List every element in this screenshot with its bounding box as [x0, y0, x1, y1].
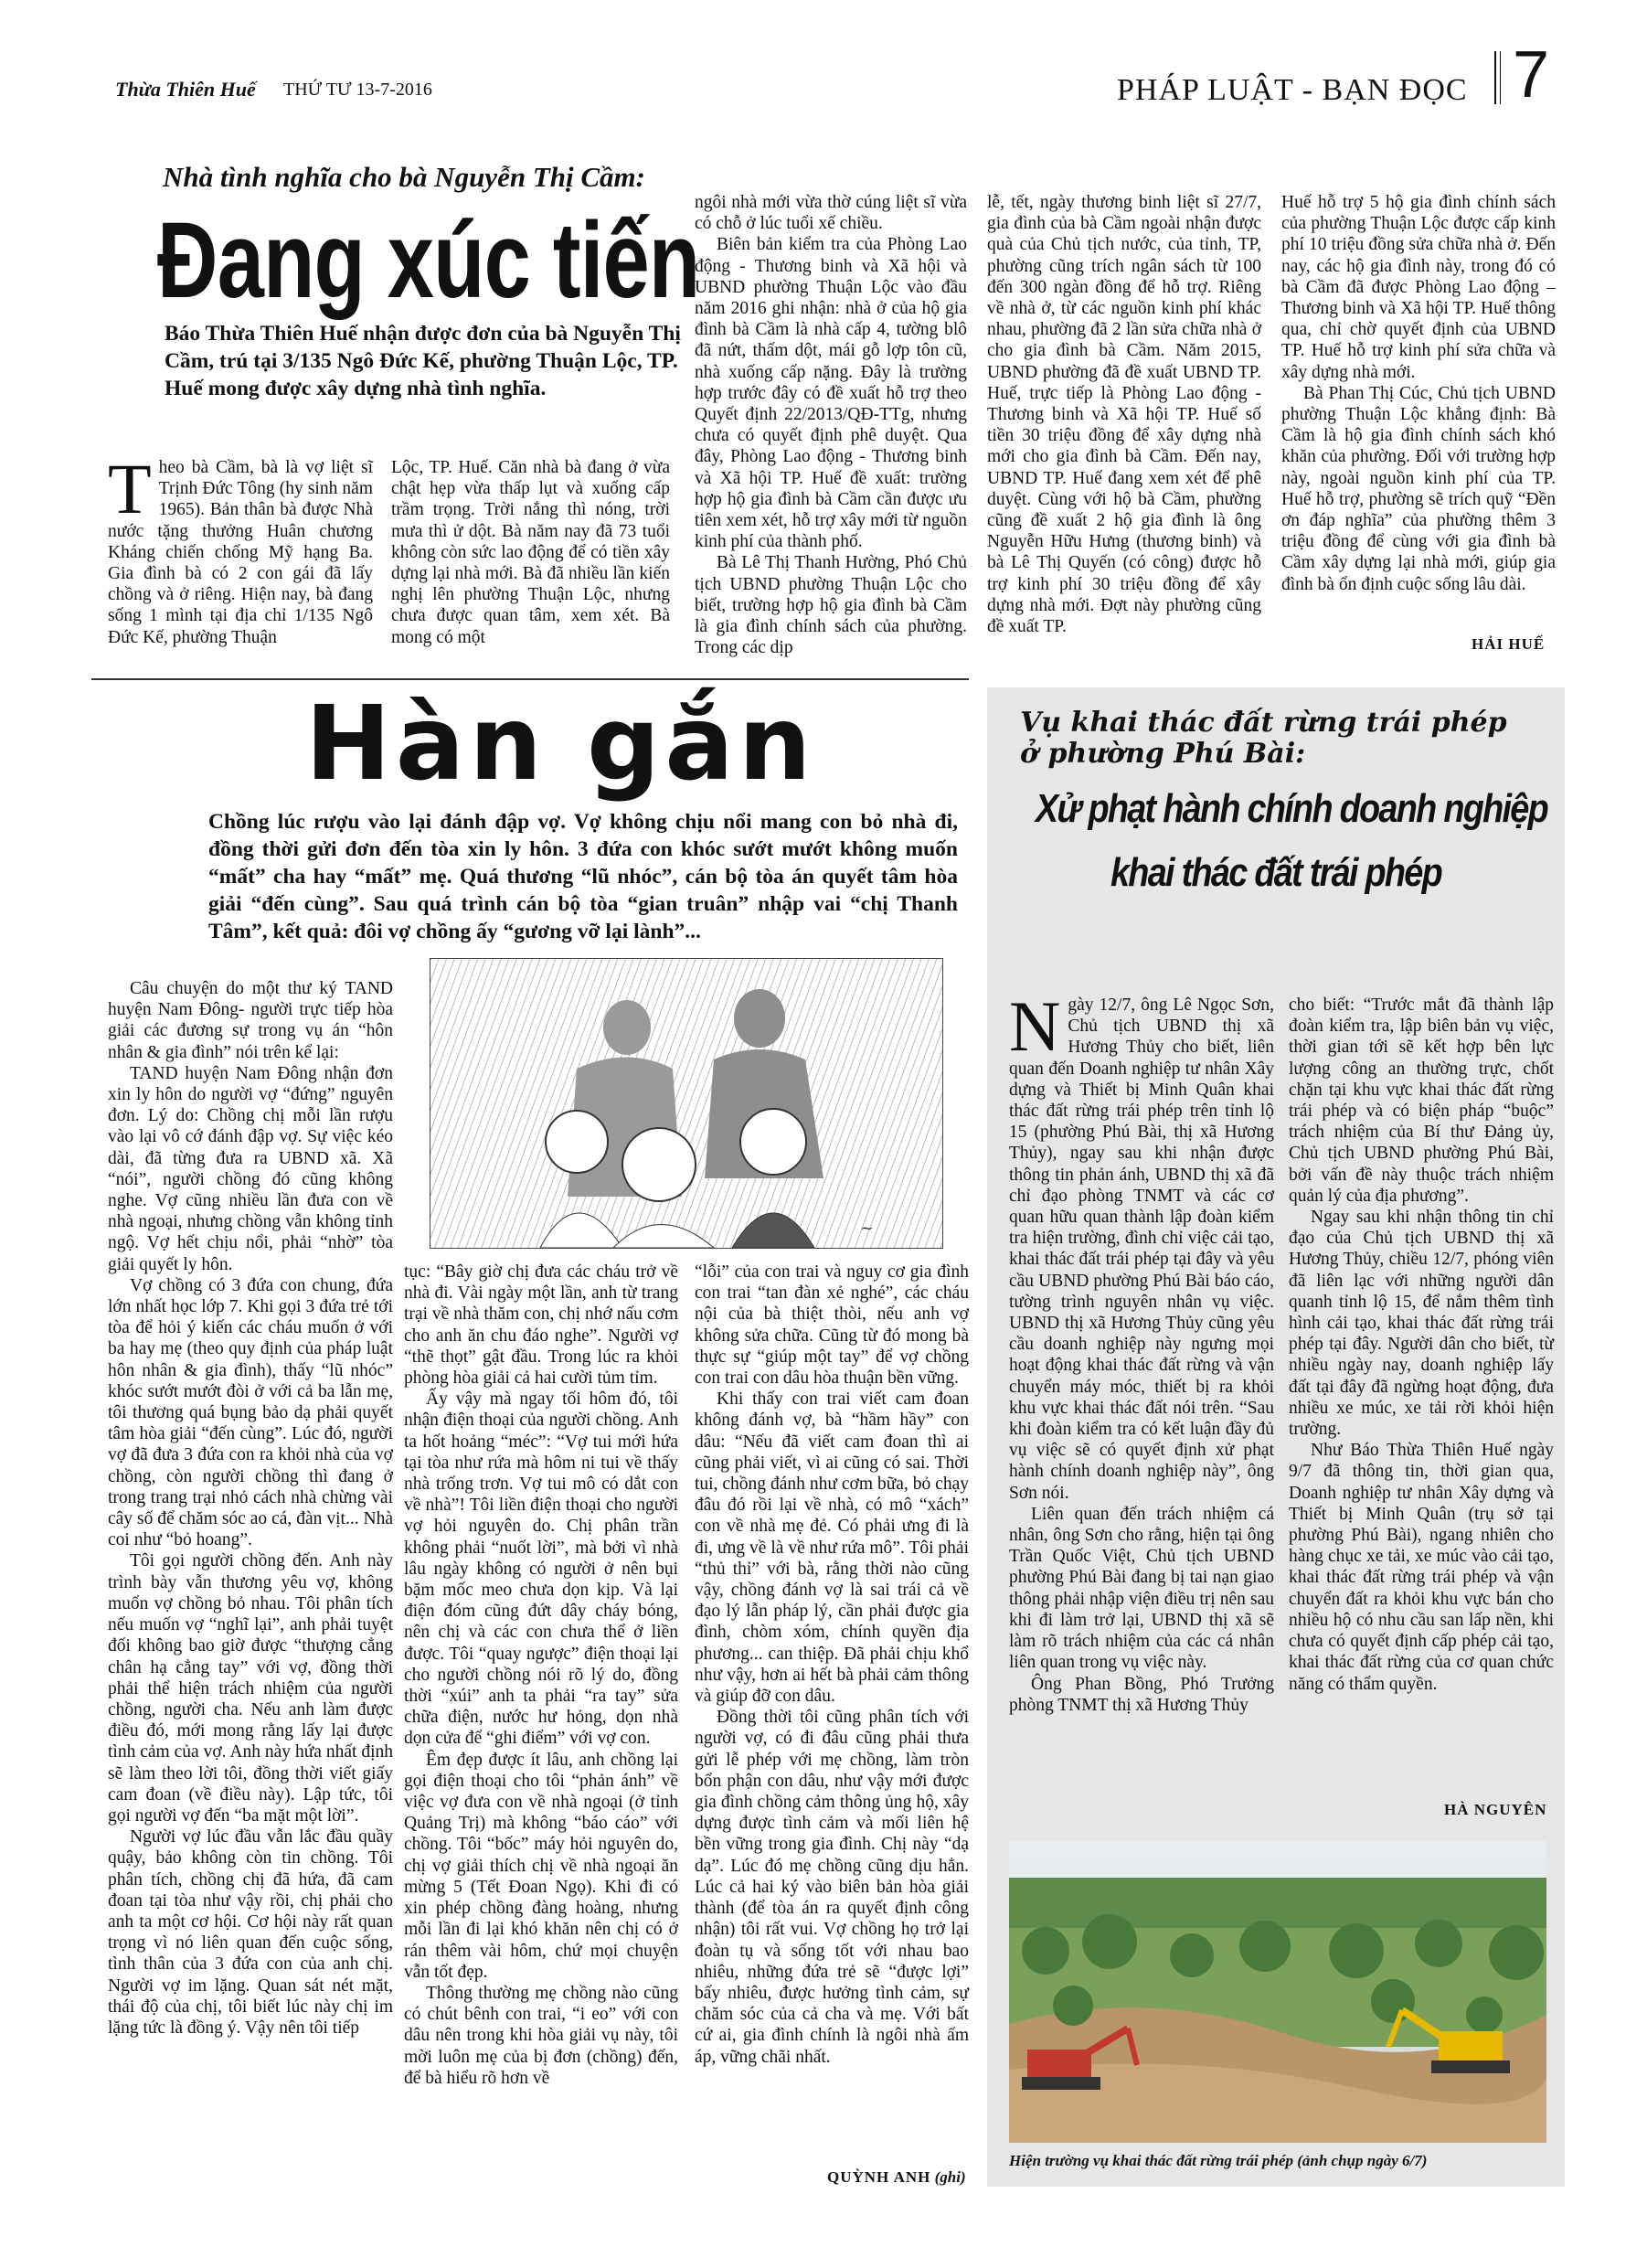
article2-lead: Chồng lúc rượu vào lại đánh đập vợ. Vợ không chịu nổi mang con bỏ nhà đi, đồng thời gửi đơn đến tòa xin ly hôn. 3 đứa con khóc sướt mướt không muốn “mất” cha hay “mất” mẹ. Quá thương “lũ nhóc”, cán bộ tòa án quyết tâm hòa giải “đến cùng”. Sau quá trình cán bộ tòa “gian truân” nhập vai “chị Thanh Tâm”, kết quả: đôi vợ chồng ấy “gương vỡ lại lành”...	[208, 810, 958, 943]
article2-col2-p4: Thông thường mẹ chồng nào cũng có chút bênh con trai, “i eo” với con dâu nên trong khi hòa giải vụ này, tôi mời luôn mẹ của bị đơn (chồng) đến, để bà hiểu rõ hơn về	[404, 1983, 678, 2088]
article3-col1-p2: Liên quan đến trách nhiệm cá nhân, ông Sơn cho rằng, hiện tại ông Trần Quốc Việt, Chủ tịch UBND phường Phú Bài đang bị tai nạn giao thông phải nhập viện điều trị nên sau khi đi làm trở lại, UBND thị xã sẽ làm rõ trách nhiệm của các cá nhân liên quan trong vụ việc này.	[1009, 1504, 1274, 1673]
article1-lead: Báo Thừa Thiên Huế nhận được đơn của bà Nguyễn Thị Cầm, trú tại 3/135 Ngô Đức Kế, phường Thuận Lộc, TP. Huế mong được xây dựng nhà tình nghĩa.	[165, 322, 681, 400]
article3-headline-line2: khai thác đất trái phép	[1110, 850, 1442, 895]
article1-col2	[391, 457, 670, 648]
article1-headline	[157, 200, 706, 322]
article1-col5-p2: Bà Phan Thị Cúc, Chủ tịch UBND phường Thuận Lộc khẳng định: Bà Cầm là hộ gia đình chính sách khó khăn của phường. Đối với trường hợp này, ngoài nguồn kinh phí của TP. Huế hỗ trợ, phường sẽ trích quỹ “Đền ơn đáp nghĩa” của phường thêm 3 triệu đồng để cùng với gia đình bà Cầm xây dựng lại nhà mới, giúp gia đình bà ổn định cuộc sống lâu dài.	[1281, 383, 1556, 594]
article1-col3	[695, 192, 967, 658]
article3-col2-p3: Như Báo Thừa Thiên Huế ngày 9/7 đã thông tin, thời gian qua, Doanh nghiệp tư nhân Xây dựng và Thiết bị Minh Quân (trụ sở tại phường Phú Bài), ngang nhiên cho hàng chục xe tải, xe múc vào cải tạo, khai thác đất rừng trái phép và vận chuyển đất ra khỏi khu vực bán cho nhiều hộ có nhu cầu san lấp nền, khi chưa có quyết định cấp phép cải tạo, khai thác đất rừng của cơ quan chức năng có thẩm quyền.	[1289, 1441, 1554, 1694]
article2-headline	[305, 687, 835, 802]
article1-headline-text: Đang xúc tiến	[157, 200, 700, 321]
article1-col2-text: Lộc, TP. Huế. Căn nhà bà đang ở vừa chật hẹp vừa thấp lụt và xuống cấp trầm trọng. Trời nắng thì nóng, trời mưa thì ử dột. Bà năm nay đã 73 tuổi không còn sức lao động để có tiền xây dựng lại nhà mới. Bà đã nhiều lần kiến nghị lên phường Thuận Lộc, nhưng chưa được quan tâm, xem xét. Bà mong có một	[391, 458, 670, 647]
article1-col4	[987, 192, 1261, 637]
article2-col2	[404, 1262, 678, 2089]
article2-headline-text: Hàn gắn	[305, 685, 816, 804]
article3-col1	[1009, 986, 1274, 1716]
article3-col2	[1289, 995, 1554, 1695]
article2-col2-p2: Ấy vậy mà ngay tối hôm đó, tôi nhận điện thoại của người chồng. Anh ta hốt hoảng “méc”: “Vợ tui mới hứa tại tòa như rứa mà hôm ni tui về thấy nhà trống trơn. Vợ tui mô có dắt con về nhà”! Tôi liền điện thoại cho người vợ hỏi nguyên do. Chị phân trần không phải “nuốt lời”, mà bởi vì nhà lâu ngày không có người ở nên bụi bặm mốc meo chưa dọn kịp. Và lại điện đóm cũng đứt dây cháy bóng, nên chị và các con chưa thể ở liền được. Tôi “quay ngược” điện thoại lại cho người chồng nói rõ lý do, đồng thời “xúi” anh ta phải “ra tay” sửa chữa điện, nước hư hỏng, dọn nhà dọn cửa để “ghi điểm” với vợ con.	[404, 1390, 678, 1749]
article2-col2-p3: Êm đẹp được ít lâu, anh chồng lại gọi điện thoại cho tôi “phản ánh” về việc vợ đưa con về nhà ngoại (ở tỉnh Quảng Trị) mà không “báo cáo” với chồng. Tôi “bốc” máy hỏi nguyên do, chị vợ giải thích chị về nhà ngoại ăn mừng 5 (Tết Đoan Ngọ). Khi đi có xin phép chồng đàng hoàng, nhưng mỗi lần đi lại khó khăn nên chị có ở rán thêm vài hôm, chứ mọi chuyện vẫn tốt đẹp.	[404, 1750, 678, 1982]
page-number: 7	[1513, 38, 1550, 112]
article2-col3-p1: “lỗi” của con trai và nguy cơ gia đình con trai “tan đàn xẻ nghé”, các cháu nội của bà thiệt thòi, nếu anh vợ không sửa chữa. Cũng từ đó mong bà thực sự “giúp một tay” để vợ chồng con trai con dâu hòa thuận bền vững.	[695, 1262, 969, 1389]
article1-byline: HẢI HUẾ	[1472, 635, 1546, 653]
couple-illustration	[430, 958, 943, 1249]
article2-col3	[695, 1262, 969, 2068]
header-divider-2	[1500, 51, 1501, 104]
article2-byline-name: QUỲNH ANH	[827, 2168, 931, 2186]
article1-col3-p1: ngôi nhà mới vừa thờ cúng liệt sĩ vừa có chỗ ở lúc tuổi xế chiều.	[695, 193, 967, 234]
article2-col1-p4: Tôi gọi người chồng đến. Anh này trình bày vẫn thương yêu vợ, không muốn vợ chồng bỏ nhau. Tôi phân tích nếu muốn vợ “nghĩ lại”, anh phải tuyệt đối không bao giờ được “thượng cẳng chân hạ cẳng tay” với vợ, đồng thời phải thể hiện trách nhiệm của người chồng, người cha. Nếu anh làm được điều đó, mới mong rằng lấy lại được tình cảm của vợ. Anh này hứa nhất định sẽ làm theo lời tôi, đồng thời viết giấy cam đoan (về điều này). Lập tức, tôi gọi người vợ đến “ba mặt một lời”.	[108, 1551, 393, 1826]
article2-col1	[108, 978, 393, 2039]
article3-col2-p1: cho biết: “Trước mắt đã thành lập đoàn kiểm tra, lập biên bản vụ việc, thời gian tới sẽ kết hợp bên lực lượng công an thường trực, chốt chặn tại khu vực khai thác đất rừng trái phép và có biện pháp “buộc” trách nhiệm của Bí thư Đảng ủy, Chủ tịch UBND phường Phú Bài, bởi vấn đề này thuộc trách nhiệm quản lý của địa phương”.	[1289, 996, 1554, 1206]
article1-col3-p2: Biên bản kiểm tra của Phòng Lao động - Thương binh và Xã hội và UBND phường Thuận Lộc vào đầu năm 2016 ghi nhận: nhà ở của hộ gia đình bà Cầm là nhà cấp 4, tường blô đã nứt, thấm dột, mái gỗ lợp tôn cũ, nhà xuống cấp nặng. Đây là trường hợp trước đây có đề xuất hỗ trợ theo Quyết định 22/2013/QĐ-TTg, nhưng chưa có quyết định phê duyệt. Qua đây, Phòng Lao động - Thương binh và Xã hội TP. Huế đề xuất: trường hợp hộ gia đình bà Cầm cần được ưu tiên xem xét, hỗ trợ xây mới từ nguồn kinh phí của thành phố.	[695, 235, 967, 552]
article3-col1-p3: Ông Phan Bồng, Phó Trưởng phòng TNMT thị xã Hương Thủy	[1009, 1674, 1274, 1715]
article3-col1-p1: gày 12/7, ông Lê Ngọc Sơn, Chủ tịch UBND thị xã Hương Thủy cho biết, liên quan đến Doanh nghiệp tư nhân Xây dựng và Thiết bị Minh Quân khai thác đất rừng trái phép trên tỉnh lộ 15 (phường Phú Bài, thị xã Hương Thủy), ngay sau khi nhận được thông tin phản ánh, UBND thị xã đã chỉ đạo phòng TNMT và các cơ quan hữu quan thành lập đoàn kiểm tra hiện trường, đình chỉ việc cải tạo, khai thác đất trái phép tại đây và yêu cầu UBND phường Phú Bài báo cáo, tường trình nguyên nhân vụ việc. UBND thị xã Hương Thủy cũng yêu cầu doanh nghiệp này ngưng mọi hoạt động khai thác đất rừng và vận chuyển máy móc, thiết bị ra khỏi khu vực khai thác đất nói trên. “Sau khi đoàn kiểm tra có kết luận đầy đủ vụ việc sẽ có quyết định xử phạt hành chính doanh nghiệp này”, ông Sơn nói.	[1009, 996, 1274, 1503]
article2-col1-p3: Vợ chồng có 3 đứa con chung, đứa lớn nhất học lớp 7. Khi gọi 3 đứa trẻ tới tòa để hỏi ý kiến các cháu muốn ở với ba hay mẹ (theo quy định của pháp luật hôn nhân & gia đình), thấy “lũ nhóc” khóc sướt mướt đòi ở với cả ba lẫn mẹ, tôi thương quá bụng bảo dạ phải quyết tâm hòa giải “đến cùng”. Lúc đó, người vợ đã đưa 3 đứa con ra khỏi nhà của vợ chồng, còn người chồng thì đang ở trong trang trại nhỏ cách nhà chừng vài cây số để chăm sóc ao cá, đàn vịt... Nhà coi như “bỏ hoang”.	[108, 1275, 393, 1550]
photo-caption: Hiện trường vụ khai thác đất rừng trái phép (ảnh chụp ngày 6/7)	[1009, 2152, 1428, 2169]
section-title: PHÁP LUẬT - BẠN ĐỌC	[1117, 73, 1468, 107]
section-divider	[91, 678, 969, 680]
article2-col3-p3: Đồng thời tôi cũng phân tích với người vợ, có đi đâu cũng phải thưa gửi lễ phép với mẹ chồng, làm tròn bổn phận con dâu, như vậy mới được gia đình chồng cảm thông ủng hộ, xây dựng được tình cảm và mối liên hệ bền vững trong gia đình. Chị này “dạ dạ”. Lúc đó mẹ chồng cũng dịu hẳn. Lúc cả hai ký vào biên bản hòa giải thành (để tòa án ra quyết định công nhận) tôi rất vui. Vợ chồng họ trở lại đoàn tụ và sống tốt với nhau bao nhiêu, những đứa trẻ sẽ “được lợi” bấy nhiêu, được hưởng tình cảm, sự chăm sóc của cả cha và mẹ. Với bất cứ ai, gia đình chính là ngôi nhà ấm áp, vững chãi nhất.	[695, 1708, 969, 2067]
article1-col4-text: lễ, tết, ngày thương binh liệt sĩ 27/7, gia đình của bà Cầm ngoài nhận được quà của Chủ tịch nước, của tỉnh, TP, phường cũng trích ngân sách từ 100 đến 300 ngàn đồng để hỗ trợ. Riêng về nhà ở, từ các nguồn kinh phí khác nhau, phường đã 2 lần sửa chữa nhà ở cho gia đình bà Cầm. Năm 2015, UBND phường đã đề xuất UBND TP. Huế, trực tiếp là Phòng Lao động - Thương binh và Xã hội TP. Huế số tiền 30 triệu đồng để xây dựng nhà mới cho gia đình bà Cầm. Đến nay, UBND TP. Huế đang xem xét để phê duyệt. Cùng với hộ bà Cầm, phường cũng đề xuất 2 hộ gia đình là ông Nguyễn Hữu Hưng (thương binh) và bà Lê Thị Quyến (có công) được hỗ trợ kinh phí 30 triệu đồng để xây dựng nhà mới. Đợt này phường cũng đề xuất TP.	[987, 193, 1261, 637]
article1-col3-p3: Bà Lê Thị Thanh Hường, Phó Chủ tịch UBND phường Thuận Lộc cho biết, trường hợp hộ gia đình bà Cầm là gia đình chính sách của phường. Trong các dịp	[695, 553, 967, 658]
article3-kicker: Vụ khai thác đất rừng trái phép ở phường Phú Bài:	[1020, 707, 1507, 770]
page-header	[0, 0, 1647, 110]
svg-text:~: ~	[860, 1219, 875, 1238]
article3-col2-p2: Ngay sau khi nhận thông tin chỉ đạo của Chủ tịch UBND thị xã Hương Thủy, chiều 12/7, phóng viên đã liên lạc với những người dân quanh tỉnh lộ 15, để nắm thêm tình hình cải tạo, khai thác đất rừng trái phép tại đây. Người dân cho biết, từ nhiều ngày nay, doanh nghiệp lấy đất tại đây đã ngừng hoạt động, đưa nhiều xe múc, xe tải rời khỏi hiện trường.	[1289, 1208, 1554, 1440]
photo-svg	[1009, 1841, 1546, 2143]
article3-dropcap: N	[1009, 986, 1061, 1066]
article2-col1-p1: Câu chuyện do một thư ký TAND huyện Nam Đông- người trực tiếp hòa giải các đương sự trong vụ án “hôn nhân & gia đình” nói trên kể lại:	[108, 979, 393, 1062]
article2-col1-p5: Người vợ lúc đầu vẫn lắc đầu quầy quậy, bảo không còn tin chồng. Tôi phân tích, chồng chị đã hứa, đã cam đoan tại tòa như vậy rồi, chị phải cho anh ta một cơ hội. Cơ hội này rất quan trọng vì nó liên quan đến cuộc sống, tình thân của 3 đứa con của anh chị. Người vợ im lặng. Quan sát nét mặt, thái độ của chị, tôi biết lúc này chị im lặng tức là đồng ý. Vậy nên tôi tiếp	[108, 1827, 393, 2038]
article1-col5	[1281, 192, 1556, 595]
article3-byline: HÀ NGUYÊN	[1444, 1801, 1547, 1818]
article2-col1-p2: TAND huyện Nam Đông nhận đơn xin ly hôn do người vợ “đứng” nguyên đơn. Lý do: Chồng chị mỗi lần rượu vào lại vô cớ đánh đập vợ. Sự việc kéo dài, đã từng đưa ra UBND xã. Xã “nói”, người chồng đó cũng không nghe. Vợ cũng nhiều lần đưa con về nhà ngoại, nhưng chồng vẫn không tỉnh ngộ. Vợ hết chịu nổi, phải “nhờ” tòa giải quyết ly hôn.	[108, 1063, 393, 1274]
article1-col5-p1: Huế hỗ trợ 5 hộ gia đình chính sách của phường Thuận Lộc được cấp kinh phí 10 triệu đồng sửa chữa nhà ở. Đến nay, các hộ gia đình này, trong đó có bà Cầm đã được Phòng Lao động – Thương binh và Xã hội TP. Huế thông qua, chỉ chờ quyết định của UBND TP. Huế hỗ trợ kinh phí sửa chữa và xây dựng nhà mới.	[1281, 193, 1556, 382]
article2-byline-note: (ghi)	[934, 2168, 966, 2186]
article1-col1	[108, 449, 373, 648]
article-xu-phat-box	[987, 687, 1565, 2187]
illustration-svg	[430, 959, 942, 1248]
mining-site-photo	[1009, 1841, 1546, 2143]
article1-col1-text: heo bà Cầm, bà là vợ liệt sĩ Trịnh Đức Tông (hy sinh năm 1965). Bản thân bà được Nhà nước tặng thưởng Huân chương Kháng chiến chống Mỹ hạng Ba. Gia đình bà có 2 con gái đã lấy chồng và ở riêng. Hiện nay, bà đang sống 1 mình tại địa chỉ 1/135 Ngô Đức Kế, phường Thuận	[108, 458, 373, 647]
header-divider	[1494, 51, 1496, 104]
article2-byline	[827, 2168, 966, 2187]
article3-headline	[996, 777, 1556, 932]
article2-col2-p1: tục: “Bây giờ chị đưa các cháu trở về nhà đi. Vài ngày một lần, anh từ trang trại về nhà thăm con, chị nhớ nấu cơm cho anh ăn chu đáo nghe”. Người vợ “thẽ thọt” gật đầu. Trong lúc ra khỏi phòng hòa giải cả hai cười tủm tỉm.	[404, 1262, 678, 1389]
issue-date: THỨ TƯ 13-7-2016	[283, 80, 432, 100]
dropcap: T	[108, 449, 152, 528]
article1-kicker: Nhà tình nghĩa cho bà Nguyễn Thị Cầm:	[163, 161, 645, 193]
paper-name: Thừa Thiên Huế	[115, 78, 256, 101]
article3-headline-line1: Xử phạt hành chính doanh nghiệp	[1035, 786, 1548, 831]
article2-col3-p2: Khi thấy con trai viết cam đoan không đánh vợ, bà “hầm hầy” con dâu: “Nếu đã viết cam đoan thì ai cũng phải viết, vì ai cũng có sai. Thời tui, chồng đánh như cơm bữa, bỏ chạy đâu đó rồi lại về nhà, có mô “xách” con về nhà mẹ đẻ. Có phải ưng đi là đi, ưng về là về như rứa mô”. Tôi phải “thủ thỉ” với bà, rằng thời nào cũng vậy, chồng đánh vợ là sai trái cả về đạo lý lẫn pháp lý, cần phải được gia đình, chòm xóm, chính quyền địa phương... can thiệp. Đã phải chịu khổ như vậy, hơn ai hết bà phải cảm thông và giúp đỡ con dâu.	[695, 1390, 969, 1707]
